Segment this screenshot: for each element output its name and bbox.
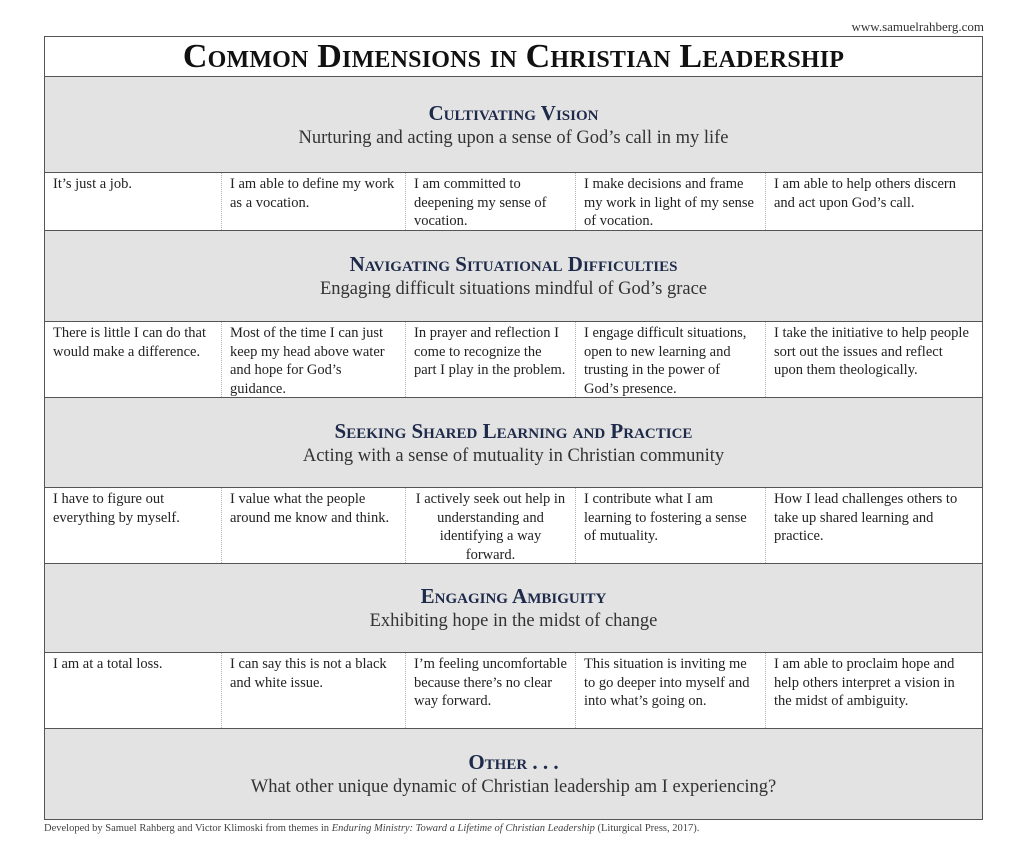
table-row xyxy=(45,173,982,231)
table-cell: I have to figure out everything by myself. xyxy=(45,488,222,563)
section-header-shared-learning xyxy=(45,398,982,488)
table-cell: I make decisions and frame my work in light of my sense of vocation. xyxy=(576,173,766,230)
table-cell: I am at a total loss. xyxy=(45,653,222,728)
page-title: Common Dimensions in Christian Leadership xyxy=(45,37,982,77)
table-cell: I am able to proclaim hope and help others interpret a vision in the midst of ambiguity. xyxy=(774,656,955,709)
table-cell: I’m feeling uncomfortable because there’s no clear way forward. xyxy=(406,653,576,728)
section-title: Other . . . xyxy=(468,750,559,774)
table-cell: I am able to define my work as a vocation. xyxy=(222,173,406,230)
table-cell: I am committed to deepening my sense of vocation. xyxy=(406,173,576,230)
leadership-table xyxy=(44,36,983,820)
footer-book-title: Enduring Ministry: Toward a Lifetime of Christian Leadership xyxy=(331,823,595,834)
section-header-cultivating-vision xyxy=(45,77,982,173)
table-cell: I engage difficult situations, open to new learning and trusting in the power of God’s presence. xyxy=(576,322,766,397)
section-title: Seeking Shared Learning and Practice xyxy=(334,418,693,443)
section-header-navigating-difficulties xyxy=(45,231,982,322)
table-cell: How I lead challenges others to take up shared learning and practice. xyxy=(774,491,958,544)
table-cell: I am able to help others discern and act upon God’s call. xyxy=(774,176,956,211)
table-row xyxy=(45,322,982,398)
section-header-other xyxy=(45,729,982,819)
footer-credit xyxy=(44,823,699,834)
section-subtitle: What other unique dynamic of Christian leadership am I experiencing? xyxy=(250,777,777,797)
site-url: www.samuelrahberg.com xyxy=(851,19,984,34)
section-subtitle: Engaging difficult situations mindful of God’s grace xyxy=(319,279,708,299)
table-cell: I can say this is not a black and white issue. xyxy=(222,653,406,728)
table-row xyxy=(45,653,982,729)
footer-prefix: Developed by Samuel Rahberg and Victor Klimoski from themes in xyxy=(44,823,332,834)
section-title: Engaging Ambiguity xyxy=(420,584,607,608)
footer-suffix: (Liturgical Press, 2017). xyxy=(594,823,700,834)
section-subtitle: Exhibiting hope in the midst of change xyxy=(369,611,658,631)
table-cell: It’s just a job. xyxy=(45,173,222,230)
section-title: Cultivating Vision xyxy=(428,100,599,125)
section-subtitle: Nurturing and acting upon a sense of God’s call in my life xyxy=(298,127,729,148)
table-cell: I contribute what I am learning to fostering a sense of mutuality. xyxy=(576,488,766,563)
section-title: Navigating Situational Difficulties xyxy=(349,252,678,276)
table-cell: In prayer and reflection I come to recognize the part I play in the problem. xyxy=(406,322,576,397)
table-cell: There is little I can do that would make a difference. xyxy=(45,322,222,397)
table-cell: This situation is inviting me to go deeper into myself and into what’s going on. xyxy=(576,653,766,728)
section-header-engaging-ambiguity xyxy=(45,564,982,653)
table-row xyxy=(45,488,982,564)
table-cell: I actively seek out help in understanding and identifying a way forward. xyxy=(406,488,576,563)
table-cell: Most of the time I can just keep my head above water and hope for God’s guidance. xyxy=(222,322,406,397)
table-cell: I take the initiative to help people sort out the issues and reflect upon them theologically. xyxy=(774,325,969,378)
table-cell: I value what the people around me know and think. xyxy=(222,488,406,563)
section-subtitle: Acting with a sense of mutuality in Christian community xyxy=(302,445,725,466)
